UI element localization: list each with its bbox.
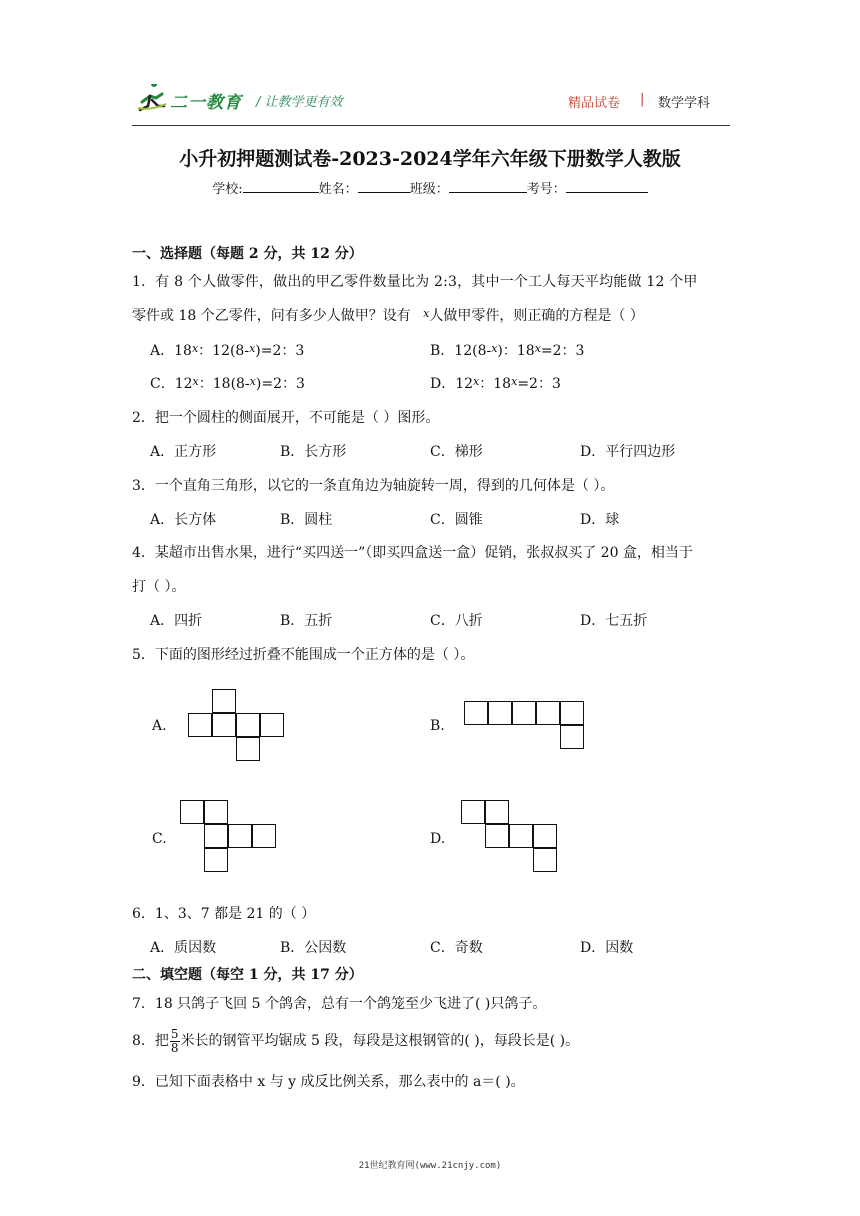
net-cell: [464, 701, 488, 725]
q8-fraction: [170, 1028, 180, 1055]
net-cell: [536, 701, 560, 725]
q4-stem-line2: 打（ ）。: [132, 579, 186, 595]
q8-prefix: 8．把: [132, 1033, 169, 1049]
net-cell: [485, 800, 509, 824]
q1-c-end: )=2：3: [255, 376, 305, 392]
q1-c-text: C．12: [150, 376, 193, 392]
q6-option-c[interactable]: C．奇数: [430, 940, 483, 956]
section-heading-choice: 一、选择题（每题 2 分，共 12 分）: [132, 246, 363, 262]
net-cell: [252, 824, 276, 848]
q1-stem-text: 零件或 18 个乙零件，问有多少人做甲？设有: [132, 308, 411, 324]
net-cell: [188, 713, 212, 737]
net-cell: [204, 800, 228, 824]
q1-option-a[interactable]: [150, 340, 304, 360]
exam-title: 小升初押题测试卷-2023-2024学年六年级下册数学人教版: [179, 148, 681, 170]
q1-option-d[interactable]: [430, 373, 561, 393]
net-cell: [204, 824, 228, 848]
q1-stem-line1: 1．有 8 个人做零件，做出的甲乙零件数量比为 2:3，其中一个工人每天平均能做 12 个甲: [132, 274, 698, 290]
q1-d-x2: x: [511, 375, 518, 388]
net-cell: [236, 713, 260, 737]
number-label: 考号：: [526, 182, 566, 197]
q1-d-end: =2：3: [517, 376, 561, 392]
q6-option-b[interactable]: B．公因数: [280, 940, 347, 956]
q1-b-x1: x: [491, 342, 498, 355]
net-cell: [228, 824, 252, 848]
logo-runner-icon: [136, 84, 168, 112]
name-label: 姓名：: [318, 182, 358, 197]
q4-option-c[interactable]: C．八折: [430, 613, 483, 629]
net-cell: [236, 737, 260, 761]
q1-d-mid: ：18: [479, 376, 512, 392]
q7-stem: 7．18 只鸽子飞回 5 个鸽舍，总有一个鸽笼至少飞进了( )只鸽子。: [132, 996, 547, 1012]
q5-option-c-label[interactable]: C.: [152, 831, 167, 847]
student-info-line: [0, 178, 860, 197]
net-cell: [180, 800, 204, 824]
q4-option-b[interactable]: B．五折: [280, 613, 333, 629]
q6-option-d[interactable]: D．因数: [580, 940, 634, 956]
school-label: 学校:: [212, 182, 243, 197]
q8-stem: [132, 1022, 579, 1060]
q1-b-end: =2：3: [540, 343, 585, 359]
q5-stem: 5．下面的图形经过折叠不能围成一个正方体的是（ ）。: [132, 647, 475, 663]
net-cell: [560, 701, 584, 725]
net-cell: [212, 689, 236, 713]
net-cell: [461, 800, 485, 824]
class-label: 班级：: [409, 182, 449, 197]
number-blank[interactable]: [566, 180, 648, 193]
net-cell: [212, 713, 236, 737]
net-cell: [485, 824, 509, 848]
q1-b-text: B．12(8-: [430, 343, 492, 359]
q2-option-a[interactable]: A．正方形: [150, 444, 217, 460]
q1-option-b[interactable]: [430, 340, 584, 360]
q1-b-x2: x: [534, 342, 541, 355]
q2-stem: 2．把一个圆柱的侧面展开，不可能是（ ）图形。: [132, 410, 440, 426]
q3-stem: 3．一个直角三角形，以它的一条直角边为轴旋转一周，得到的几何体是（ ）。: [132, 478, 615, 494]
net-cell: [533, 848, 557, 872]
q1-a-text: A．18: [150, 343, 192, 359]
q1-stem-tail: 人做甲零件，则正确的方程是（ ）: [429, 308, 644, 324]
q5-option-d-label[interactable]: D.: [430, 831, 446, 847]
net-cell: [533, 824, 557, 848]
header-separator: |: [640, 92, 645, 107]
q2-option-b[interactable]: B．长方形: [280, 444, 347, 460]
slogan: / 让教学更有效: [256, 95, 343, 110]
q4-option-d[interactable]: D．七五折: [580, 613, 648, 629]
q2-option-d[interactable]: D．平行四边形: [580, 444, 676, 460]
q1-b-mid: )：18: [497, 343, 535, 359]
name-blank[interactable]: [358, 180, 410, 193]
q1-d-text: D．12: [430, 376, 474, 392]
q1-stem-line2: [132, 305, 644, 325]
net-cell: [204, 848, 228, 872]
q1-a-x2: x: [249, 342, 256, 355]
q1-c-x1: x: [192, 375, 199, 388]
q1-var-x: x: [423, 307, 430, 320]
school-blank[interactable]: [243, 180, 319, 193]
section-heading-fill: 二、填空题（每空 1 分，共 17 分）: [132, 967, 363, 983]
q3-option-d[interactable]: D．球: [580, 512, 620, 528]
net-cell: [260, 713, 284, 737]
q5-option-b-label[interactable]: B.: [430, 718, 445, 734]
q1-c-x2: x: [249, 375, 256, 388]
net-cell: [560, 725, 584, 749]
q9-stem: 9．已知下面表格中 x 与 y 成反比例关系，那么表中的 a＝( )。: [132, 1074, 525, 1090]
q1-option-c[interactable]: [150, 373, 305, 393]
page-footer: 21世纪教育网(www.21cnjy.com): [358, 1161, 502, 1171]
q8-fraction-numerator: 5: [170, 1026, 179, 1041]
q5-option-a-label[interactable]: A.: [152, 718, 167, 734]
q3-option-a[interactable]: A．长方体: [150, 512, 217, 528]
header-tag-subject: 数学学科: [658, 96, 711, 111]
header-tag-premium: 精品试卷: [568, 96, 621, 111]
header-divider: [132, 125, 730, 126]
q8-fraction-denominator: 8: [170, 1040, 179, 1055]
logo-text: 二一教育: [170, 93, 242, 113]
q4-option-a[interactable]: A．四折: [150, 613, 203, 629]
class-blank[interactable]: [449, 180, 527, 193]
net-cell: [509, 824, 533, 848]
q1-c-mid: ：18(8-: [198, 376, 250, 392]
net-cell: [512, 701, 536, 725]
q3-option-b[interactable]: B．圆柱: [280, 512, 333, 528]
q1-a-mid: ：12(8-: [198, 343, 250, 359]
net-cell: [488, 701, 512, 725]
q1-a-x1: x: [191, 342, 199, 355]
q4-stem-line1: 4．某超市出售水果，进行“买四送一”（即买四盒送一盒）促销，张叔叔买了 20 盒，相当于: [132, 545, 693, 561]
q1-d-x1: x: [473, 375, 480, 388]
q1-a-end: )=2：3: [255, 343, 305, 359]
q6-stem: 6．1、3、7 都是 21 的（ ）: [132, 906, 316, 922]
q8-suffix: 米长的钢管平均锯成 5 段，每段是这根钢管的( )，每段长是( )。: [180, 1033, 580, 1049]
q6-option-a[interactable]: A．质因数: [150, 940, 217, 956]
q3-option-c[interactable]: C．圆锥: [430, 512, 483, 528]
q2-option-c[interactable]: C．梯形: [430, 444, 483, 460]
